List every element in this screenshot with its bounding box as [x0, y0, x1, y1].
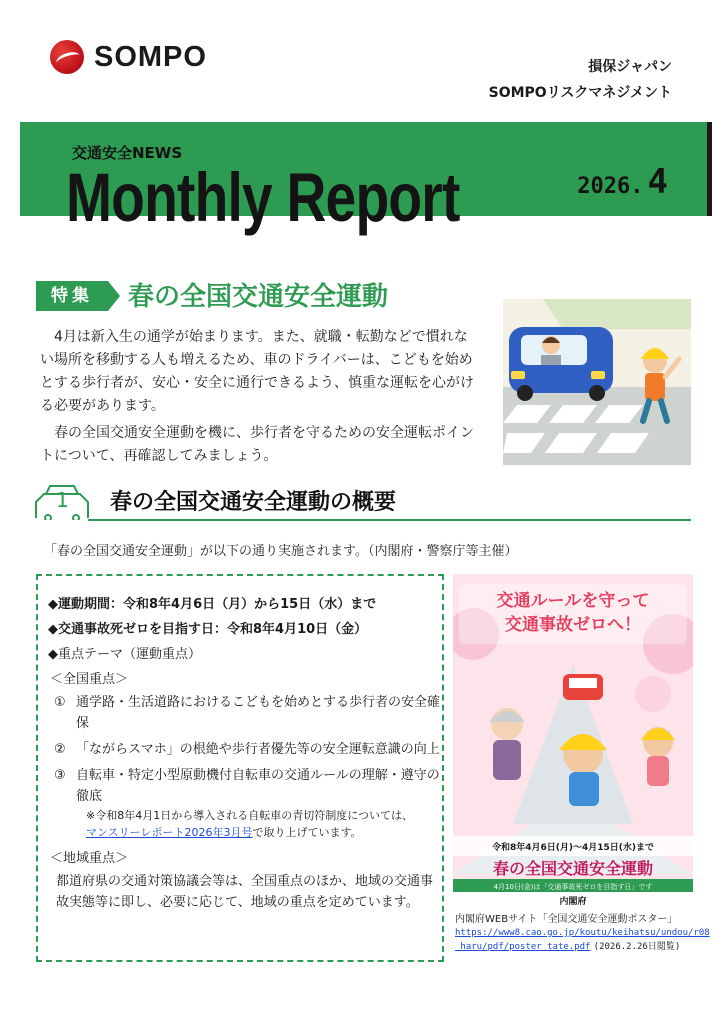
- poster-headline-1: 交通ルールを守って: [496, 591, 650, 611]
- campaign-poster-image: [453, 574, 693, 908]
- intro-paragraph-1: 4月は新入生の通学が始まります。また、就職・転勤などで慣れない場所を移動する人も増えるため、車のドライバーは、こどもを始めとする歩行者が、安心・安全に通行できるよう、慎重な運転を心がける必要があります。: [40, 329, 474, 414]
- news-label: 交通安全NEWS: [72, 144, 183, 162]
- crosswalk-illustration: [503, 299, 691, 465]
- issue-date: [577, 162, 668, 202]
- issue-month: 4: [647, 162, 668, 202]
- campaign-info-content: [48, 592, 440, 913]
- note-suffix: で取り上げています。: [252, 826, 362, 839]
- company-name-1: 損保ジャパン: [588, 59, 672, 75]
- section-number: 1: [56, 488, 69, 512]
- section-divider: [88, 519, 691, 521]
- poster-url-line-2[interactable]: _haru/pdf/poster_tate.pdf: [455, 942, 591, 952]
- crosswalk-illustration-icon: [503, 299, 691, 465]
- issue-year: 2026.: [577, 174, 644, 199]
- monthly-report-link[interactable]: マンスリーレポート2026年3月号: [86, 826, 253, 839]
- campaign-period: ◆運動期間：令和8年4月6日（月）から15日（水）まで: [48, 597, 377, 612]
- intro-paragraph-2: 春の全国交通安全運動を機に、歩行者を守るための安全運転ポイントについて、再確認してみましょう。: [40, 425, 474, 464]
- campaign-poster: [453, 574, 693, 908]
- national-item: [54, 692, 440, 734]
- item-text: 「ながらスマホ」の根絶や歩行者優先等の安全運転意識の向上: [76, 742, 440, 757]
- regional-text: 都道府県の交通対策協議会等は、全国重点のほか、地域の交通事故実態等に即し、必要に応じて、地域の重点を定めています。: [56, 874, 434, 910]
- section-title: 春の全国交通安全運動の概要: [110, 490, 397, 515]
- sompo-logo: [50, 40, 207, 74]
- caption-title: 内閣府WEBサイト「全国交通安全運動ポスター」: [455, 914, 678, 925]
- feature-arrow-icon: [108, 281, 120, 311]
- logo-text: SOMPO: [94, 40, 207, 73]
- priority-theme: ◆重点テーマ（運動重点）: [48, 647, 201, 662]
- item-text: 自転車・特定小型原動機付自転車の交通ルールの理解・遵守の徹底: [76, 768, 440, 804]
- national-item: [54, 765, 440, 807]
- item-number: ③: [54, 768, 66, 783]
- company-names: [489, 54, 672, 106]
- poster-caption: [455, 913, 715, 954]
- poster-url-line-1[interactable]: https://www8.cao.go.jp/koutu/keihatsu/undou/r08: [455, 928, 710, 938]
- zero-fatality-day: ◆交通事故死ゼロを目指す日：令和8年4月10日（金）: [48, 622, 368, 637]
- feature-tag: 特集: [36, 281, 108, 311]
- poster-zero-day: 4月10日(金)は「交通事故死ゼロを目指す日」です: [493, 883, 653, 891]
- accessed-date: (2026.2.26日閲覧): [593, 942, 681, 952]
- feature-title: 春の全国交通安全運動: [128, 282, 389, 312]
- banner-stripe: [707, 122, 712, 216]
- note-prefix: ※令和8年4月1日から導入される自転車の青切符制度については、: [86, 809, 413, 822]
- national-heading: ＜全国重点＞: [50, 672, 129, 687]
- item-number: ①: [54, 695, 66, 710]
- item-number: ②: [54, 742, 66, 757]
- intro-text: [40, 326, 480, 472]
- report-title: Monthly Report: [66, 159, 460, 236]
- poster-dates: 令和8年4月6日(月)～4月15日(水)まで: [491, 843, 655, 853]
- bicycle-ticket-note: [86, 807, 440, 841]
- item-text: 通学路・生活道路におけるこどもを始めとする歩行者の安全確保: [76, 695, 441, 731]
- poster-org: 内閣府: [559, 897, 587, 907]
- sompo-logo-icon: [50, 40, 84, 74]
- poster-headline-2: 交通事故ゼロへ！: [505, 615, 641, 635]
- regional-heading: ＜地域重点＞: [50, 851, 129, 866]
- company-name-2: SOMPOリスクマネジメント: [488, 85, 672, 101]
- section-lead: 「春の全国交通安全運動」が以下の通り実施されます。（内閣府・警察庁等主催）: [44, 544, 518, 559]
- poster-campaign: 春の全国交通安全運動: [492, 859, 654, 878]
- national-item: [54, 739, 440, 760]
